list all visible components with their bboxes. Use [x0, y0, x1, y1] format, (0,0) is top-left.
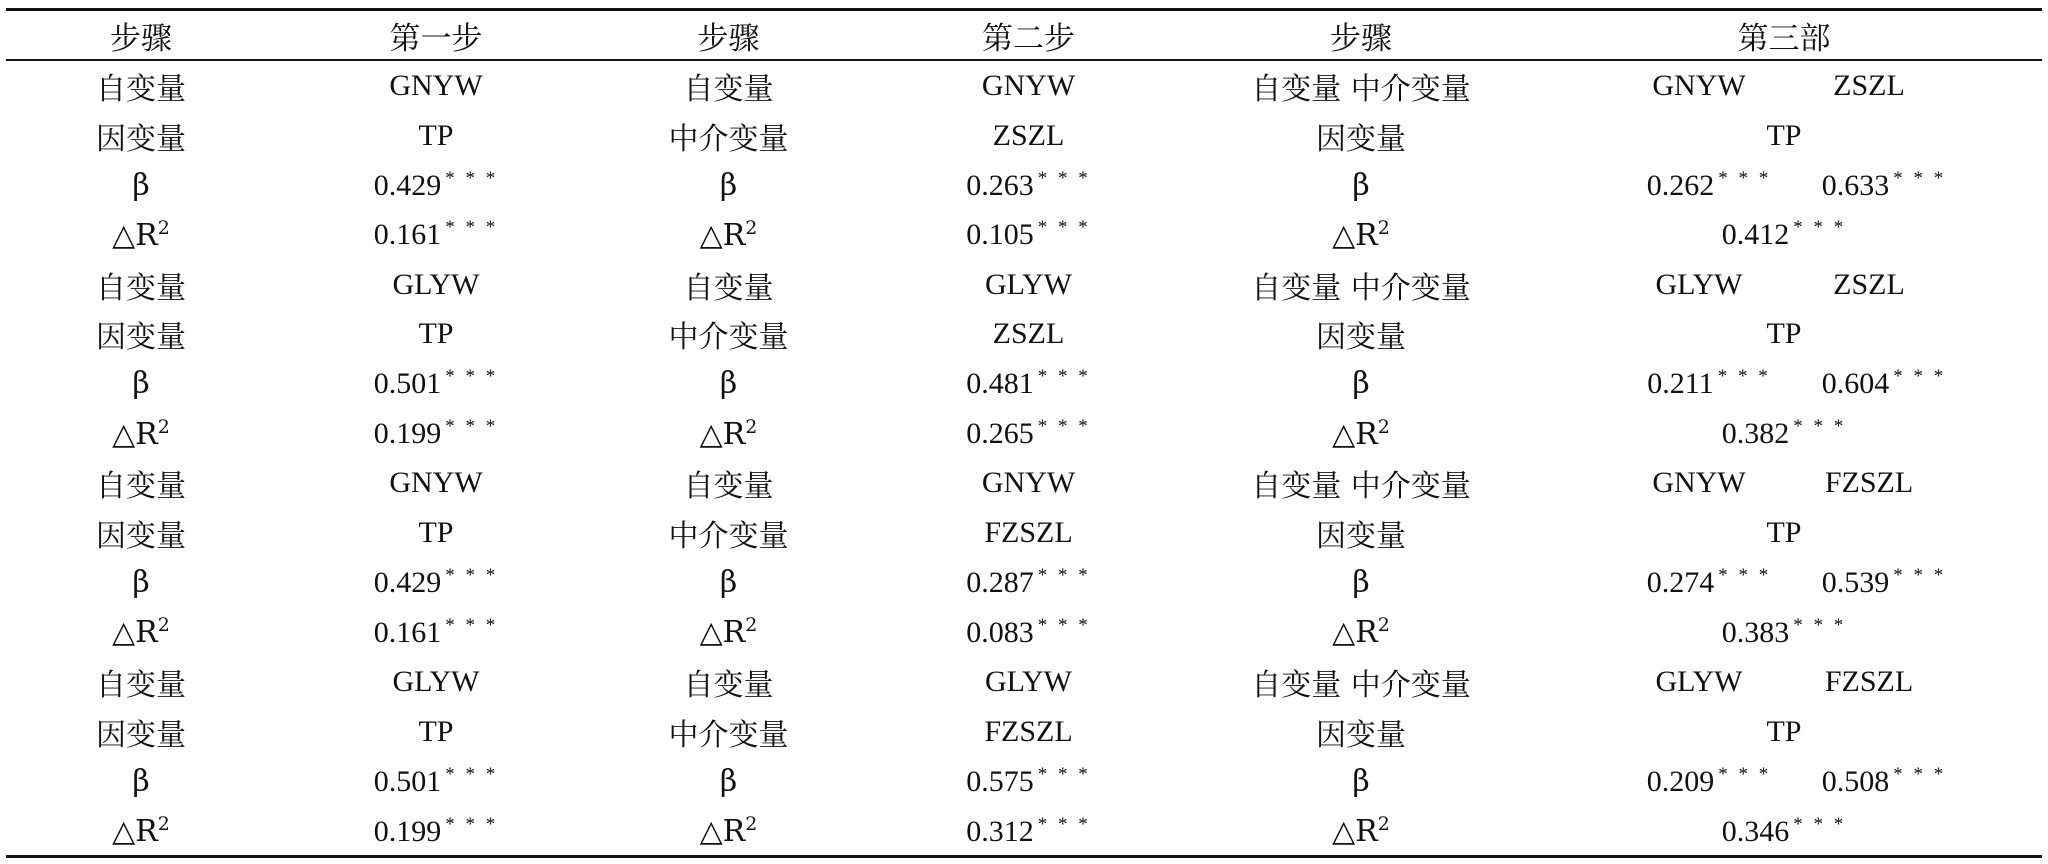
step3-delta-r2-cell — [1526, 806, 2042, 856]
row-label: 因变量 — [1316, 121, 1406, 157]
beta-label: β — [132, 763, 150, 799]
step3-variable-pair — [1526, 59, 2042, 111]
significance-mark: * * * — [1893, 763, 1947, 785]
significance-mark: * * * — [445, 416, 499, 438]
step2-beta-cell — [861, 359, 1196, 409]
beta-label: β — [1352, 565, 1370, 601]
significance-mark: * * * — [1793, 217, 1847, 239]
step1-beta: 0.501 — [373, 764, 442, 798]
header-step-two: 第二步 — [982, 20, 1075, 57]
step3-dependent-variable: TP — [1766, 118, 1802, 152]
table-row-dependent-variable — [6, 309, 2042, 359]
beta-label: β — [719, 763, 738, 799]
table-row-dependent-variable — [6, 111, 2042, 161]
step1-delta-r2: 0.199 — [373, 814, 442, 848]
delta-r2-label: $\triangle R^2$ — [112, 415, 170, 452]
row-label: 因变量 — [1316, 519, 1406, 555]
significance-mark: * * * — [1718, 167, 1772, 189]
step1-delta-r2-cell — [276, 210, 596, 260]
mediation-regression-table — [6, 11, 2042, 856]
step3-beta-cell — [1526, 359, 2042, 409]
step3-beta-independent — [1609, 764, 1809, 799]
step3-beta-mediator — [1809, 565, 1959, 600]
step3-beta-cell — [1526, 558, 2042, 608]
row-label: 自变量 中介变量 — [1251, 469, 1471, 505]
step2-delta-r2-cell — [861, 608, 1196, 658]
delta-r2-label: $\triangle R^2$ — [1332, 813, 1390, 850]
step2-delta-r2-cell — [861, 806, 1196, 856]
delta-r2-label: $\triangle R^2$ — [1332, 614, 1390, 651]
superscript-two: 2 — [1377, 813, 1390, 836]
step3-beta-independent — [1609, 565, 1809, 600]
step3-mediator-variable: FZSZL — [1824, 665, 1914, 699]
delta-r2-label: $\triangle R^2$ — [112, 614, 170, 651]
table-row-beta — [6, 160, 2042, 210]
beta-label: β — [132, 565, 150, 601]
header-step-label-3: 步骤 — [1330, 20, 1392, 57]
significance-mark: * * * — [445, 813, 499, 835]
step3-beta-cell — [1526, 160, 2042, 210]
table-row-dependent-variable — [6, 707, 2042, 757]
step2-beta-cell — [861, 160, 1196, 210]
step1-delta-r2-cell — [276, 806, 596, 856]
step2-delta-r2-cell — [861, 409, 1196, 459]
step1-delta-r2: 0.199 — [373, 417, 442, 451]
delta-r2-label: $\triangle R^2$ — [1332, 415, 1390, 452]
step2-beta-cell — [861, 558, 1196, 608]
table-row-independent-variable — [6, 459, 2042, 509]
step1-dependent-variable: TP — [418, 714, 454, 748]
step2-delta-r2: 0.105 — [966, 218, 1034, 252]
step1-delta-r2: 0.161 — [373, 615, 442, 649]
significance-mark: * * * — [1037, 614, 1091, 636]
row-label: 中介变量 — [668, 519, 789, 555]
beta-label: β — [1352, 763, 1370, 799]
superscript-two: 2 — [745, 813, 758, 836]
row-label: 因变量 — [96, 519, 186, 555]
significance-mark: * * * — [1793, 614, 1847, 636]
significance-mark: * * * — [1893, 565, 1947, 587]
step2-beta: 0.287 — [966, 566, 1034, 600]
superscript-two: 2 — [745, 216, 758, 239]
row-label: 中介变量 — [668, 121, 789, 157]
step3-beta-mediator — [1809, 366, 1959, 401]
table-row-independent-variable — [6, 657, 2042, 707]
superscript-two: 2 — [1377, 614, 1390, 637]
table-row-beta — [6, 359, 2042, 409]
superscript-two: 2 — [745, 614, 758, 637]
step2-delta-r2-cell — [861, 210, 1196, 260]
step3-beta-independent — [1609, 168, 1809, 203]
step2-independent-variable: GNYW — [981, 68, 1076, 102]
significance-mark: * * * — [445, 366, 499, 388]
step1-beta-cell — [276, 359, 596, 409]
significance-mark: * * * — [1893, 366, 1947, 388]
step2-beta: 0.263 — [966, 168, 1034, 202]
step3-beta-mediator — [1809, 764, 1959, 799]
row-label: 自变量 — [683, 71, 774, 107]
step2-mediator-variable: ZSZL — [992, 118, 1065, 152]
header-step-label-2: 步骤 — [697, 20, 760, 57]
beta-label: β — [719, 167, 738, 203]
table-row-beta — [6, 757, 2042, 807]
step1-dependent-variable: TP — [418, 317, 454, 351]
significance-mark: * * * — [1718, 565, 1772, 587]
beta-label: β — [1352, 366, 1370, 402]
step3-delta-r2: 0.346 — [1721, 814, 1790, 848]
step3-independent-variable: GNYW — [1652, 68, 1746, 102]
significance-mark: * * * — [1037, 763, 1091, 785]
superscript-two: 2 — [157, 415, 170, 438]
step3-dependent-variable: TP — [1766, 516, 1802, 550]
step1-dependent-variable: TP — [418, 516, 454, 550]
table-row-beta — [6, 558, 2042, 608]
step2-independent-variable: GNYW — [981, 466, 1076, 500]
row-label: 自变量 — [683, 270, 774, 306]
step2-independent-variable: GLYW — [985, 665, 1072, 699]
significance-mark: * * * — [1037, 366, 1091, 388]
step3-beta-med-value: 0.539 — [1821, 566, 1890, 600]
step3-variable-pair — [1526, 459, 2042, 509]
step3-delta-r2-cell — [1526, 409, 2042, 459]
step3-beta-mediator — [1809, 168, 1959, 203]
step3-delta-r2: 0.412 — [1721, 218, 1790, 252]
step2-mediator-variable: ZSZL — [992, 317, 1065, 351]
step3-beta-iv-value: 0.209 — [1646, 764, 1715, 798]
significance-mark: * * * — [445, 614, 499, 636]
step3-beta-med-value: 0.508 — [1821, 764, 1890, 798]
step2-beta-cell — [861, 757, 1196, 807]
step3-beta-independent — [1609, 366, 1809, 401]
step3-variable-pair — [1526, 657, 2042, 707]
row-label: 因变量 — [1316, 320, 1406, 356]
row-label: 因变量 — [96, 121, 186, 157]
superscript-two: 2 — [157, 813, 170, 836]
row-label: 中介变量 — [668, 320, 789, 356]
step3-independent-variable: GLYW — [1655, 267, 1743, 301]
table-row-delta-r2 — [6, 608, 2042, 658]
table-row-independent-variable — [6, 260, 2042, 310]
significance-mark: * * * — [1718, 763, 1772, 785]
step1-beta: 0.429 — [373, 168, 442, 202]
header-step-label-1: 步骤 — [110, 20, 172, 57]
significance-mark: * * * — [1037, 565, 1091, 587]
delta-r2-label: $\triangle R^2$ — [699, 614, 758, 651]
step3-beta-iv-value: 0.262 — [1646, 168, 1715, 202]
superscript-two: 2 — [1377, 415, 1390, 438]
beta-label: β — [1352, 167, 1370, 203]
step1-dependent-variable: TP — [418, 118, 454, 152]
step1-independent-variable: GLYW — [392, 267, 480, 301]
superscript-two: 2 — [1377, 216, 1390, 239]
step2-beta: 0.481 — [966, 367, 1034, 401]
delta-r2-label: $\triangle R^2$ — [699, 216, 758, 253]
delta-r2-label: $\triangle R^2$ — [112, 216, 170, 253]
step2-independent-variable: GLYW — [985, 267, 1072, 301]
step1-delta-r2: 0.161 — [373, 218, 442, 252]
row-label: 因变量 — [96, 717, 186, 753]
significance-mark: * * * — [445, 167, 499, 189]
step3-beta-med-value: 0.633 — [1821, 168, 1890, 202]
step2-delta-r2: 0.312 — [966, 814, 1034, 848]
step3-variable-pair — [1526, 260, 2042, 310]
step1-delta-r2-cell — [276, 409, 596, 459]
significance-mark: * * * — [1037, 813, 1091, 835]
row-label: 自变量 中介变量 — [1251, 270, 1471, 306]
step2-delta-r2: 0.083 — [966, 615, 1034, 649]
step3-delta-r2: 0.382 — [1721, 417, 1790, 451]
step3-delta-r2-cell — [1526, 608, 2042, 658]
row-label: 自变量 中介变量 — [1251, 668, 1471, 704]
delta-r2-label: $\triangle R^2$ — [699, 813, 758, 850]
significance-mark: * * * — [1793, 813, 1847, 835]
step3-beta-cell — [1526, 757, 2042, 807]
row-label: 中介变量 — [668, 717, 789, 753]
row-label: 因变量 — [1316, 717, 1406, 753]
table-row-dependent-variable — [6, 508, 2042, 558]
header-step-one: 第一步 — [389, 20, 483, 57]
step1-independent-variable: GNYW — [389, 68, 483, 102]
significance-mark: * * * — [445, 217, 499, 239]
step1-beta-cell — [276, 757, 596, 807]
step2-beta: 0.575 — [966, 764, 1034, 798]
table-body — [6, 59, 2042, 856]
step2-delta-r2: 0.265 — [966, 417, 1034, 451]
beta-label: β — [132, 366, 150, 402]
significance-mark: * * * — [1037, 416, 1091, 438]
step1-beta-cell — [276, 160, 596, 210]
step3-dependent-variable: TP — [1766, 317, 1802, 351]
table-row-independent-variable — [6, 59, 2042, 111]
significance-mark: * * * — [1793, 416, 1847, 438]
step1-independent-variable: GNYW — [389, 466, 483, 500]
significance-mark: * * * — [1893, 167, 1947, 189]
step3-dependent-variable: TP — [1766, 714, 1802, 748]
delta-r2-label: $\triangle R^2$ — [112, 813, 170, 850]
step1-beta-cell — [276, 558, 596, 608]
significance-mark: * * * — [445, 763, 499, 785]
step2-mediator-variable: FZSZL — [984, 714, 1073, 748]
step1-independent-variable: GLYW — [392, 665, 480, 699]
header-step-three: 第三部 — [1737, 20, 1831, 57]
significance-mark: * * * — [1037, 167, 1091, 189]
table-row-delta-r2 — [6, 210, 2042, 260]
row-label: 自变量 — [683, 469, 774, 505]
table-row-delta-r2 — [6, 409, 2042, 459]
beta-label: β — [132, 167, 150, 203]
row-label: 自变量 — [683, 668, 774, 704]
step3-mediator-variable: FZSZL — [1824, 466, 1914, 500]
step3-mediator-variable: ZSZL — [1833, 267, 1905, 301]
table-row-delta-r2 — [6, 806, 2042, 856]
delta-r2-label: $\triangle R^2$ — [1332, 216, 1390, 253]
step3-independent-variable: GLYW — [1655, 665, 1743, 699]
step3-independent-variable: GNYW — [1652, 466, 1746, 500]
step3-delta-r2-cell — [1526, 210, 2042, 260]
beta-label: β — [719, 366, 738, 402]
superscript-two: 2 — [157, 216, 170, 239]
step3-beta-med-value: 0.604 — [1821, 367, 1890, 401]
header-row — [6, 11, 2042, 59]
superscript-two: 2 — [157, 614, 170, 637]
row-label: 自变量 中介变量 — [1251, 71, 1471, 107]
significance-mark: * * * — [1037, 217, 1091, 239]
row-label: 因变量 — [96, 320, 186, 356]
row-label: 自变量 — [96, 71, 186, 107]
step3-beta-iv-value: 0.211 — [1647, 367, 1714, 401]
step1-beta: 0.429 — [373, 566, 442, 600]
row-label: 自变量 — [96, 270, 186, 306]
step2-mediator-variable: FZSZL — [984, 516, 1073, 550]
row-label: 自变量 — [96, 668, 186, 704]
significance-mark: * * * — [445, 565, 499, 587]
superscript-two: 2 — [745, 415, 758, 438]
step1-beta: 0.501 — [373, 367, 442, 401]
significance-mark: * * * — [1717, 366, 1771, 388]
step3-beta-iv-value: 0.274 — [1646, 566, 1715, 600]
step3-delta-r2: 0.383 — [1721, 615, 1790, 649]
delta-r2-label: $\triangle R^2$ — [699, 415, 758, 452]
step3-mediator-variable: ZSZL — [1833, 68, 1905, 102]
beta-label: β — [719, 565, 738, 601]
row-label: 自变量 — [96, 469, 186, 505]
step1-delta-r2-cell — [276, 608, 596, 658]
